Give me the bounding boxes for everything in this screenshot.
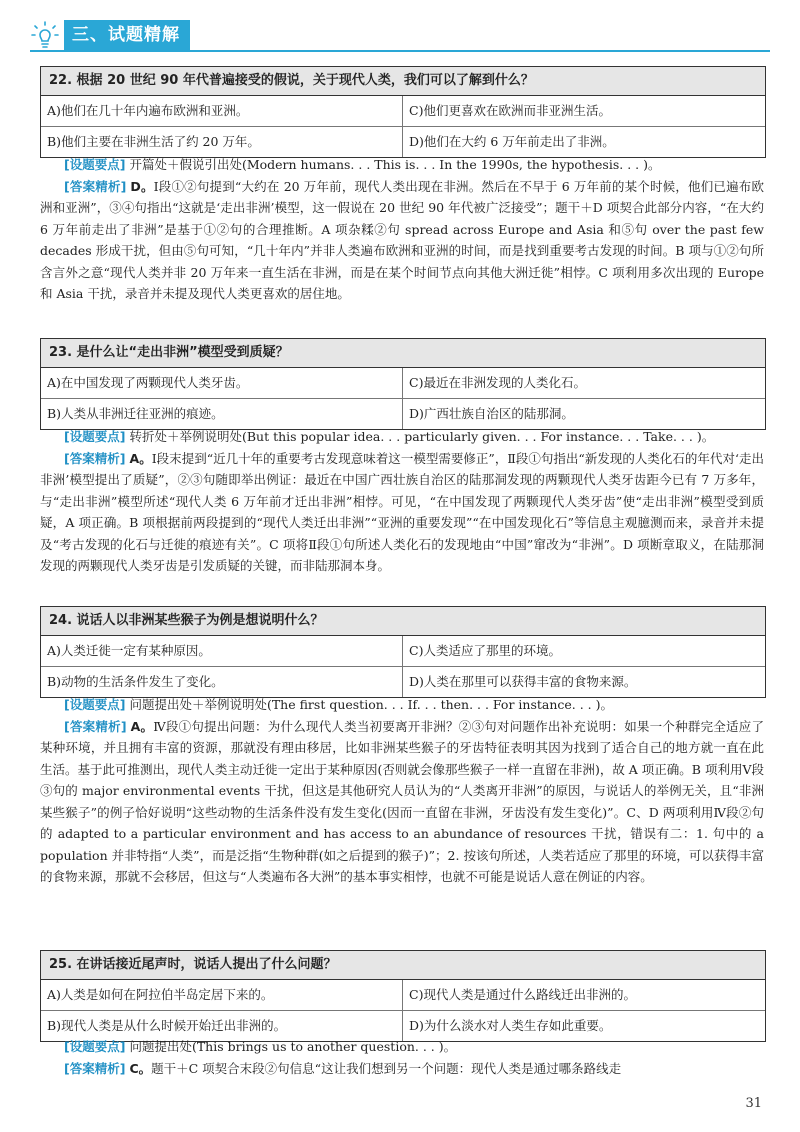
analysis-label: [ 答案精析 ] [64,451,126,466]
section-title: 三、试题精解 [64,20,190,50]
analysis-text: Ⅰ段①②句提到“大约在 20 万年前，现代人类出现在非洲。然后在不早于 6 万年前的某个时候，他们已遍布欧洲和亚洲”，③④句指出“这就是‘走出非洲’模型，这一假说在 20 世纪 90 年代被广泛接受”；题干＋D 项契合此部分内容，“在大约 6 万年前走出了非洲”是基于①②句的合理推断。A 项杂糅②句 spread across Europe and Asia 和⑤句 over the past few decades 形成干扰，但由⑤句可知，“几十年内”并非人类遍布欧洲和亚洲的时间，而是找到重要考古发现的时间。B 项与①②句所含言外之意“现代人类并非 20 万年来一直生活在非洲，而是在某个时间节点向其他大洲迁徙”相悖。C 项利用多次出现的 Europe 和 Asia 干扰，录音并未提及现代人类更喜欢的居住地。 [40,178,764,301]
question-24-box [40,606,766,698]
option-row [41,636,765,667]
question-22-box [40,66,766,158]
question-title: 24. 说话人以非洲某些猴子为例是想说明什么？ [41,607,765,636]
option-row [41,368,765,399]
key-point-text: 问题提出处(This brings us to another question. . . )。 [129,1039,457,1054]
key-point-text: 问题提出处＋举例说明处(The first question. . . If. . . then. . . For instance. . . )。 [129,697,614,712]
lightbulb-icon [30,20,60,50]
analysis [40,176,764,305]
option-c: C)人类适应了那里的环境。 [409,643,561,658]
key-point [40,154,764,176]
option-c: C)他们更喜欢在欧洲而非亚洲生活。 [409,103,611,118]
key-point-text: 转折处＋举例说明处(But this popular idea. . . particularly given. . . For instance. . . Take. . . )。 [129,429,715,444]
key-point [40,426,764,448]
header-divider [30,50,770,52]
option-c: C)最近在非洲发现的人类化石。 [409,375,586,390]
analysis [40,448,764,577]
option-b: B)动物的生活条件发生了变化。 [41,667,403,697]
option-a: A)他们在几十年内遍布欧洲和亚洲。 [41,96,403,126]
analysis-label: [ 答案精析 ] [64,179,126,194]
analysis-label: [ 答案精析 ] [64,719,127,734]
answer: D。 [130,178,154,194]
option-a: A)在中国发现了两颗现代人类牙齿。 [41,368,403,398]
question-23-explanation [40,426,764,577]
option-row [41,399,765,429]
key-point-label: [ 设题要点 ] [64,697,125,712]
option-c: C)现代人类是通过什么路线迁出非洲的。 [409,987,636,1002]
question-24-explanation [40,694,764,888]
option-d: D)他们在大约 6 万年前走出了非洲。 [409,134,615,149]
option-d: D)为什么淡水对人类生存如此重要。 [409,1018,612,1033]
analysis-label: [ 答案精析 ] [64,1061,125,1076]
key-point-label: [ 设题要点 ] [64,1039,125,1054]
answer: C。 [129,1060,152,1076]
key-point-label: [ 设题要点 ] [64,157,125,172]
option-d: D)人类在那里可以获得丰富的食物来源。 [409,674,637,689]
key-point [40,694,764,716]
question-title: 25. 在讲话接近尾声时，说话人提出了什么问题？ [41,951,765,980]
option-a: A)人类是如何在阿拉伯半岛定居下来的。 [41,980,403,1010]
question-22-explanation [40,154,764,305]
answer: A。 [130,718,154,734]
key-point [40,1036,764,1058]
option-row [41,127,765,157]
question-title: 23. 是什么让“走出非洲”模型受到质疑？ [41,339,765,368]
option-row [41,667,765,697]
question-25-explanation [40,1036,764,1079]
page-number: 31 [745,1096,762,1111]
option-row [41,980,765,1011]
question-23-box [40,338,766,430]
option-b: B)他们主要在非洲生活了约 20 万年。 [41,127,403,157]
option-d: D)广西壮族自治区的陆那洞。 [409,406,574,421]
section-header [30,18,190,52]
option-b: B)现代人类是从什么时候开始迁出非洲的。 [41,1011,403,1041]
analysis [40,716,764,888]
question-title: 22. 根据 20 世纪 90 年代普遍接受的假说，关于现代人类，我们可以了解到什么？ [41,67,765,96]
analysis-text: Ⅳ段①句提出问题：为什么现代人类当初要离开非洲？②③句对问题作出补充说明：如果一个种群完全适应了某种环境，并且拥有丰富的资源，那就没有理由移居，比如非洲某些猴子的牙齿特征表明其因为找到了适合自己的地方就一直在此生活。基于此可推测出，现代人类主动迁徙一定出于某种原因(否则就会像那些猴子一样一直留在非洲)，故 A 项正确。B 项利用Ⅴ段③句的 major environmental events 干扰，但这是其他研究人员认为的“人类离开非洲”的原因，与说话人的举例无关，且“非洲某些猴子”的例子恰好说明“这些动物的生活条件没有发生变化(因而一直留在非洲，牙齿没有发生变化)”。C、D 两项利用Ⅳ段②句的 adapted to a particular environment and has access to an abundance of resources 干扰，错误有二：1. 句中的 a population 并非特指“人类”，而是泛指“生物种群(如之后提到的猴子)”；2. 按该句所述，人类若适应了那里的环境，可以获得丰富的食物来源，那就不会移居，但这与“人类遍布各大洲”的基本事实相悖，也就不可能是说话人意在例证的内容。 [40,718,764,884]
question-25-box [40,950,766,1042]
answer: A。 [129,450,152,466]
option-row [41,96,765,127]
analysis-text: 题干＋C 项契合末段②句信息“这让我们想到另一个问题：现代人类是通过哪条路线走 [151,1060,622,1076]
option-a: A)人类迁徙一定有某种原因。 [41,636,403,666]
key-point-label: [ 设题要点 ] [64,429,125,444]
analysis-text: Ⅰ段末提到“近几十年的重要考古发现意味着这一模型需要修正”，Ⅱ段①句指出“新发现的人类化石的年代对‘走出非洲’模型提出了质疑”，②③句随即举出例证：最近在中国广西壮族自治区的陆那洞发现的两颗现代人类牙齿距今已有 7 万多年，与“走出非洲”模型所述“现代人类 6 万年前才迁出非洲”相悖。可见，“在中国发现了两颗现代人类牙齿”使“走出非洲”模型受到质疑，A 项正确。B 项根据前两段提到的“现代人类迁出非洲”“亚洲的重要发现”“在中国发现化石”等信息主观臆测而来，录音并未提及“考古发现的化石与迁徙的痕迹有关”。C 项将Ⅱ段①句所述人类化石的发现地由“中国”窜改为“非洲”。D 项断章取义，在陆那洞发现的两颗现代人类牙齿是引发质疑的关键，而非陆那洞本身。 [40,450,764,573]
analysis [40,1058,764,1080]
option-b: B)人类从非洲迁往亚洲的痕迹。 [41,399,403,429]
key-point-text: 开篇处＋假说引出处(Modern humans. . . This is. . . In the 1990s, the hypothesis. . . )。 [129,157,661,172]
